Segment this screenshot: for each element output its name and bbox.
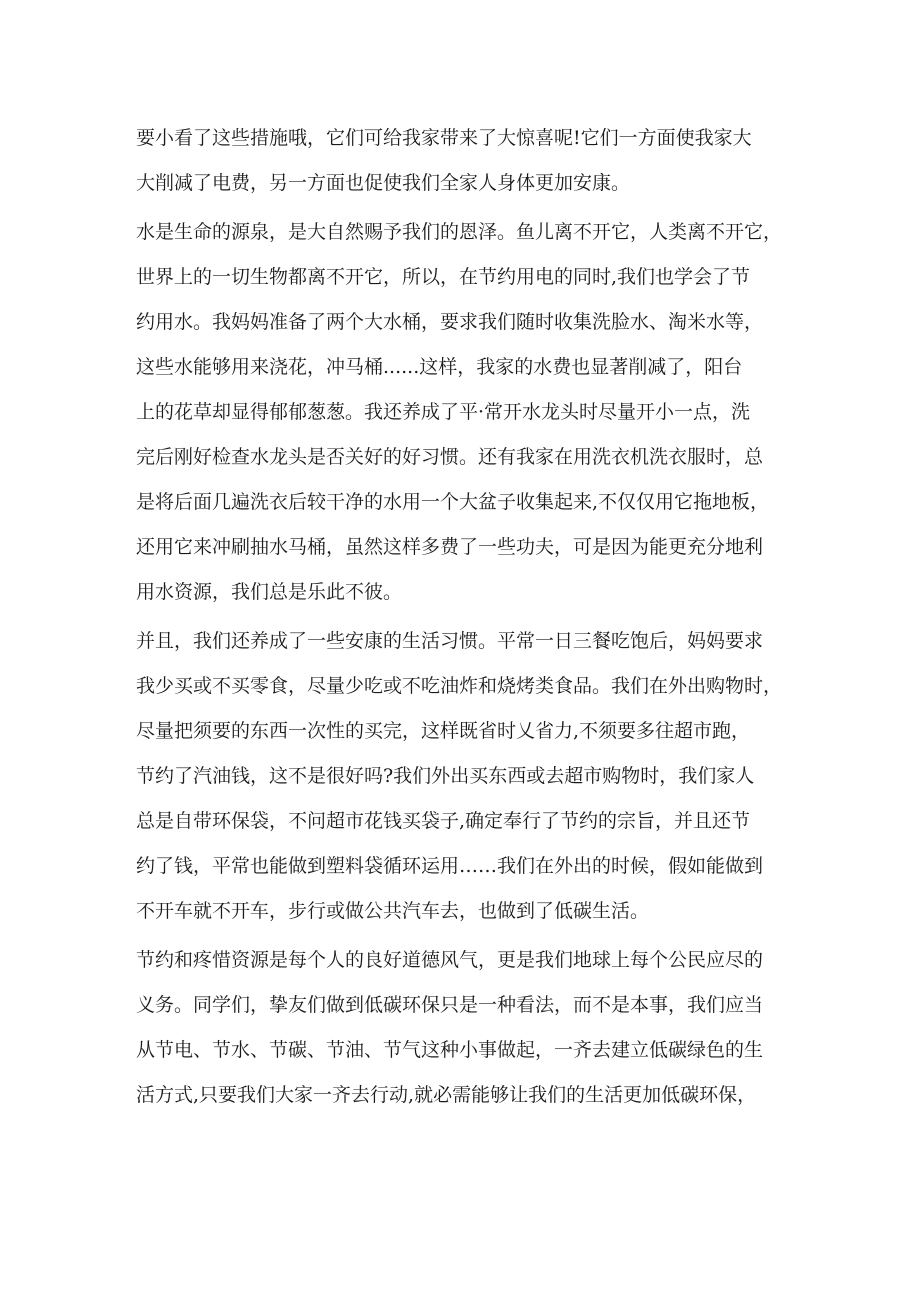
text-line: 世界上的一切生物都离不开它，所以，在节约用电的同时,我们也学会了节 bbox=[136, 266, 751, 288]
text-line: 是将后面几遍洗衣后较干净的水用一个大盆子收集起来,不仅仅用它拖地板， bbox=[136, 491, 770, 513]
text-line: 还用它来冲刷抽水马桶，虽然这样多费了一些功夫，可是因为能更充分地利 bbox=[136, 536, 764, 558]
text-line: 尽量把须要的东西一次性的买完，这样既省时乂省力,不须要多往超市跑， bbox=[136, 720, 751, 742]
text-line: 我少买或不买零食，尽量少吃或不吃油炸和烧烤类食品。我们在外出购物时， bbox=[136, 675, 783, 697]
text-line: 并且，我们还养成了一些安康的生活习惯。平常一日三餐吃饱后，妈妈要求 bbox=[136, 630, 764, 652]
text-line: 大削减了电费，另一方面也促使我们全家人身体更加安康。 bbox=[136, 172, 631, 194]
text-line: 节约了汽油钱，这不是很好吗?我们外出买东西或去超市购物时，我们家人 bbox=[136, 765, 755, 787]
text-line: 从节电、节水、节碳、节油、节气这种小事做起，一齐去建立低碳绿色的生 bbox=[136, 1039, 764, 1061]
text-line: 约了钱，平常也能做到塑料袋循环运用……我们在外出的时候，假如能做到 bbox=[136, 855, 764, 877]
text-line: 要小看了这些措施哦，它们可给我家带来了大惊喜呢!它们一方面使我家大 bbox=[136, 127, 752, 149]
text-line: 完后刚好检查水龙头是否关好的好习惯。还有我家在用洗衣机洗衣服时，总 bbox=[136, 446, 764, 468]
text-line: 总是自带环保袋，不问超市花钱买袋子,确定奉行了节约的宗旨，并且还节 bbox=[136, 810, 751, 832]
text-line: 活方式,只要我们大家一齐去行动,就必需能够让我们的生活更加低碳环保， bbox=[136, 1084, 757, 1106]
text-line: 这些水能够用来浇花，冲马桶......这样，我家的水费也显著削减了，阳台 bbox=[136, 356, 743, 378]
text-line: 义务。同学们，挚友们做到低碳环保只是一种看法，而不是本事，我们应当 bbox=[136, 994, 764, 1016]
text-line: 上的花草却显得郁郁葱葱。我还养成了平·常开水龙头时尽量开小一点，洗 bbox=[136, 401, 751, 423]
body-text bbox=[136, 116, 796, 1118]
text-line: 节约和疼惜资源是每个人的良好道德风气，更是我们地球上每个公民应尽的 bbox=[136, 949, 764, 971]
text-line: 用水资源，我们总是乐此不彼。 bbox=[136, 581, 403, 603]
text-line: 水是生命的源泉，是大自然赐予我们的恩泽。鱼儿离不开它，人类离不开它， bbox=[136, 221, 783, 243]
text-line: 不开车就不开车，步行或做公共汽车去，也做到了低碳生活。 bbox=[136, 900, 650, 922]
text-line: 约用水。我妈妈准备了两个大水桶，要求我们随时收集洗脸水、淘米水等， bbox=[136, 311, 764, 333]
